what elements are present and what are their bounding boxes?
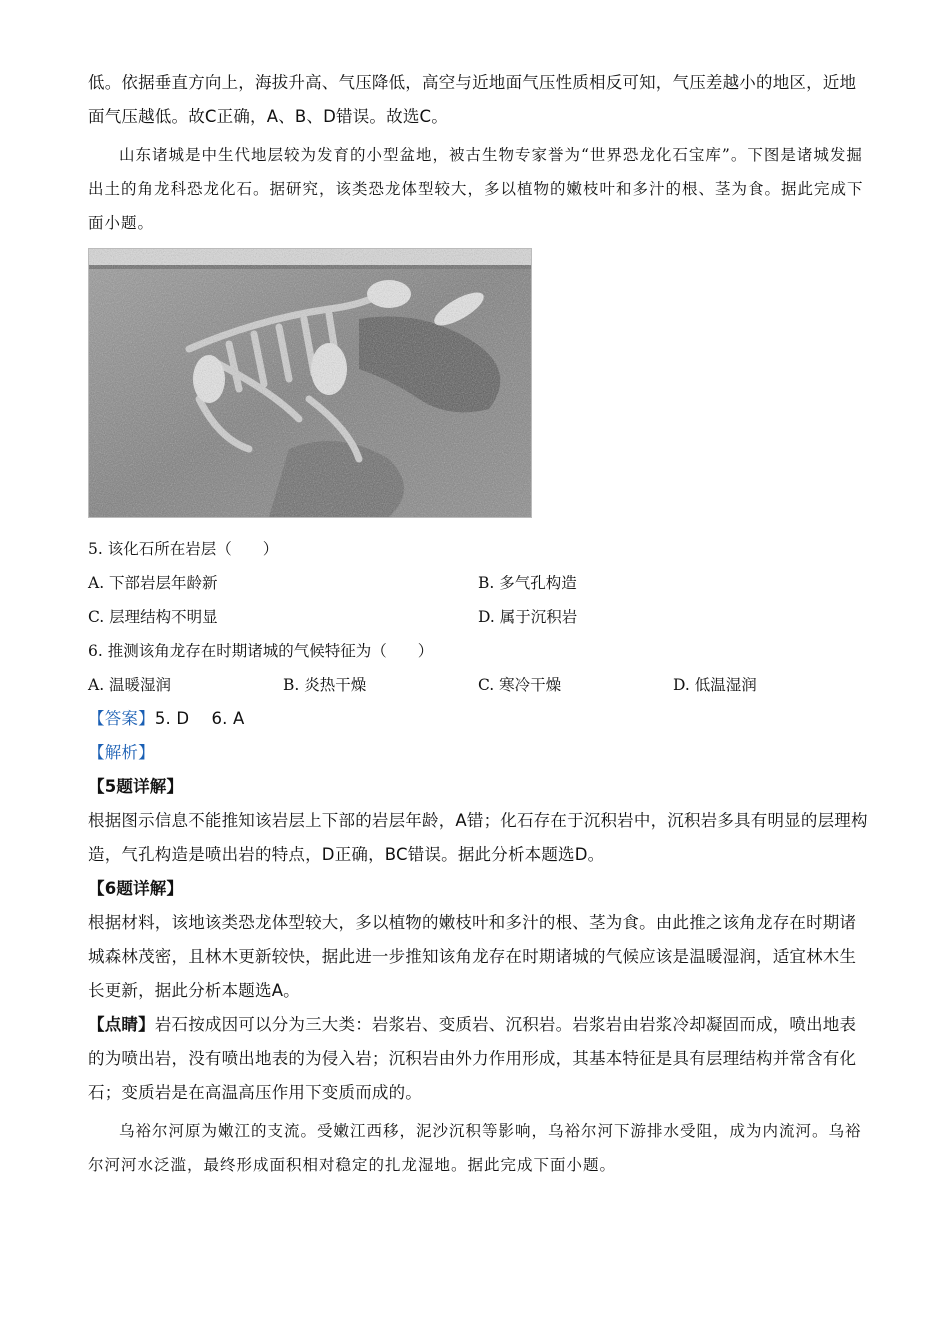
question-5-options-row-1 [88, 566, 868, 600]
answer-line [88, 702, 868, 736]
question-6-options [88, 668, 868, 702]
detail-6-text: 根据材料，该地该类恐龙体型较大，多以植物的嫩枝叶和多汁的根、茎为食。由此推之该角龙存在时期诸城森林茂密，且林木更新较快，据此进一步推知该角龙存在时期诸城的气候应该是温暖湿润，适宜林木生长更新，据此分析本题选A。 [88, 913, 857, 1000]
detail-5-text: 根据图示信息不能推知该岩层上下部的岩层年龄，A错；化石存在于沉积岩中，沉积岩多具有明显的层理构造，气孔构造是喷出岩的特点，D正确，BC错误。据此分析本题选D。 [88, 811, 868, 864]
passage-dinosaur: 山东诸城是中生代地层较为发育的小型盆地，被古生物专家誉为“世界恐龙化石宝库”。下图是诸城发掘出土的角龙科恐龙化石。据研究，该类恐龙体型较大，多以植物的嫩枝叶和多汁的根、茎为食。据此完成下面小题。 [88, 146, 864, 232]
q6-option-a: A. 温暖湿润 [88, 676, 172, 694]
q5-option-c: C. 层理结构不明显 [88, 608, 218, 626]
analysis-tag: 【解析】 [88, 743, 155, 762]
document-page [88, 66, 868, 1182]
q6-option-c: C. 寒冷干燥 [478, 676, 562, 694]
answer-tag: 【答案】 [88, 709, 155, 728]
intro-line-1: 低。依据垂直方向上，海拔升高、气压降低，高空与近地面气压性质相反可知，气压差越小的地区，近地 [88, 73, 857, 92]
intro-line-2: 面气压越低。故C正确，A、B、D错误。故选C。 [88, 107, 448, 126]
tip-paragraph [88, 1008, 868, 1110]
passage-wetland: 乌裕尔河原为嫩江的支流。受嫩江西移，泥沙沉积等影响，乌裕尔河下游排水受阻，成为内流河。乌裕尔河河水泛滥，最终形成面积相对稳定的扎龙湿地。据此完成下面小题。 [88, 1122, 862, 1174]
answer-text: 5. D 6. A [154, 709, 245, 728]
q5-option-b: B. 多气孔构造 [478, 574, 577, 592]
question-5-options-row-2 [88, 600, 868, 634]
question-6-stem: 6. 推测该角龙存在时期诸城的气候特征为（ ） [88, 642, 434, 660]
detail-5-heading: 【5题详解】 [88, 777, 184, 796]
q5-option-d: D. 属于沉积岩 [478, 608, 578, 626]
fossil-photo [88, 248, 532, 518]
q5-option-a: A. 下部岩层年龄新 [88, 574, 218, 592]
q6-option-d: D. 低温湿润 [673, 676, 757, 694]
q6-option-b: B. 炎热干燥 [283, 676, 367, 694]
detail-6-heading: 【6题详解】 [88, 879, 184, 898]
tip-text: 岩石按成因可以分为三大类：岩浆岩、变质岩、沉积岩。岩浆岩由岩浆冷却凝固而成，喷出地表的为喷出岩，没有喷出地表的为侵入岩；沉积岩由外力作用形成，其基本特征是具有层理结构并常含有化石；变质岩是在高温高压作用下变质而成的。 [88, 1015, 857, 1102]
question-5-stem: 5. 该化石所在岩层（ ） [88, 540, 279, 558]
tip-tag: 【点睛】 [88, 1015, 155, 1034]
